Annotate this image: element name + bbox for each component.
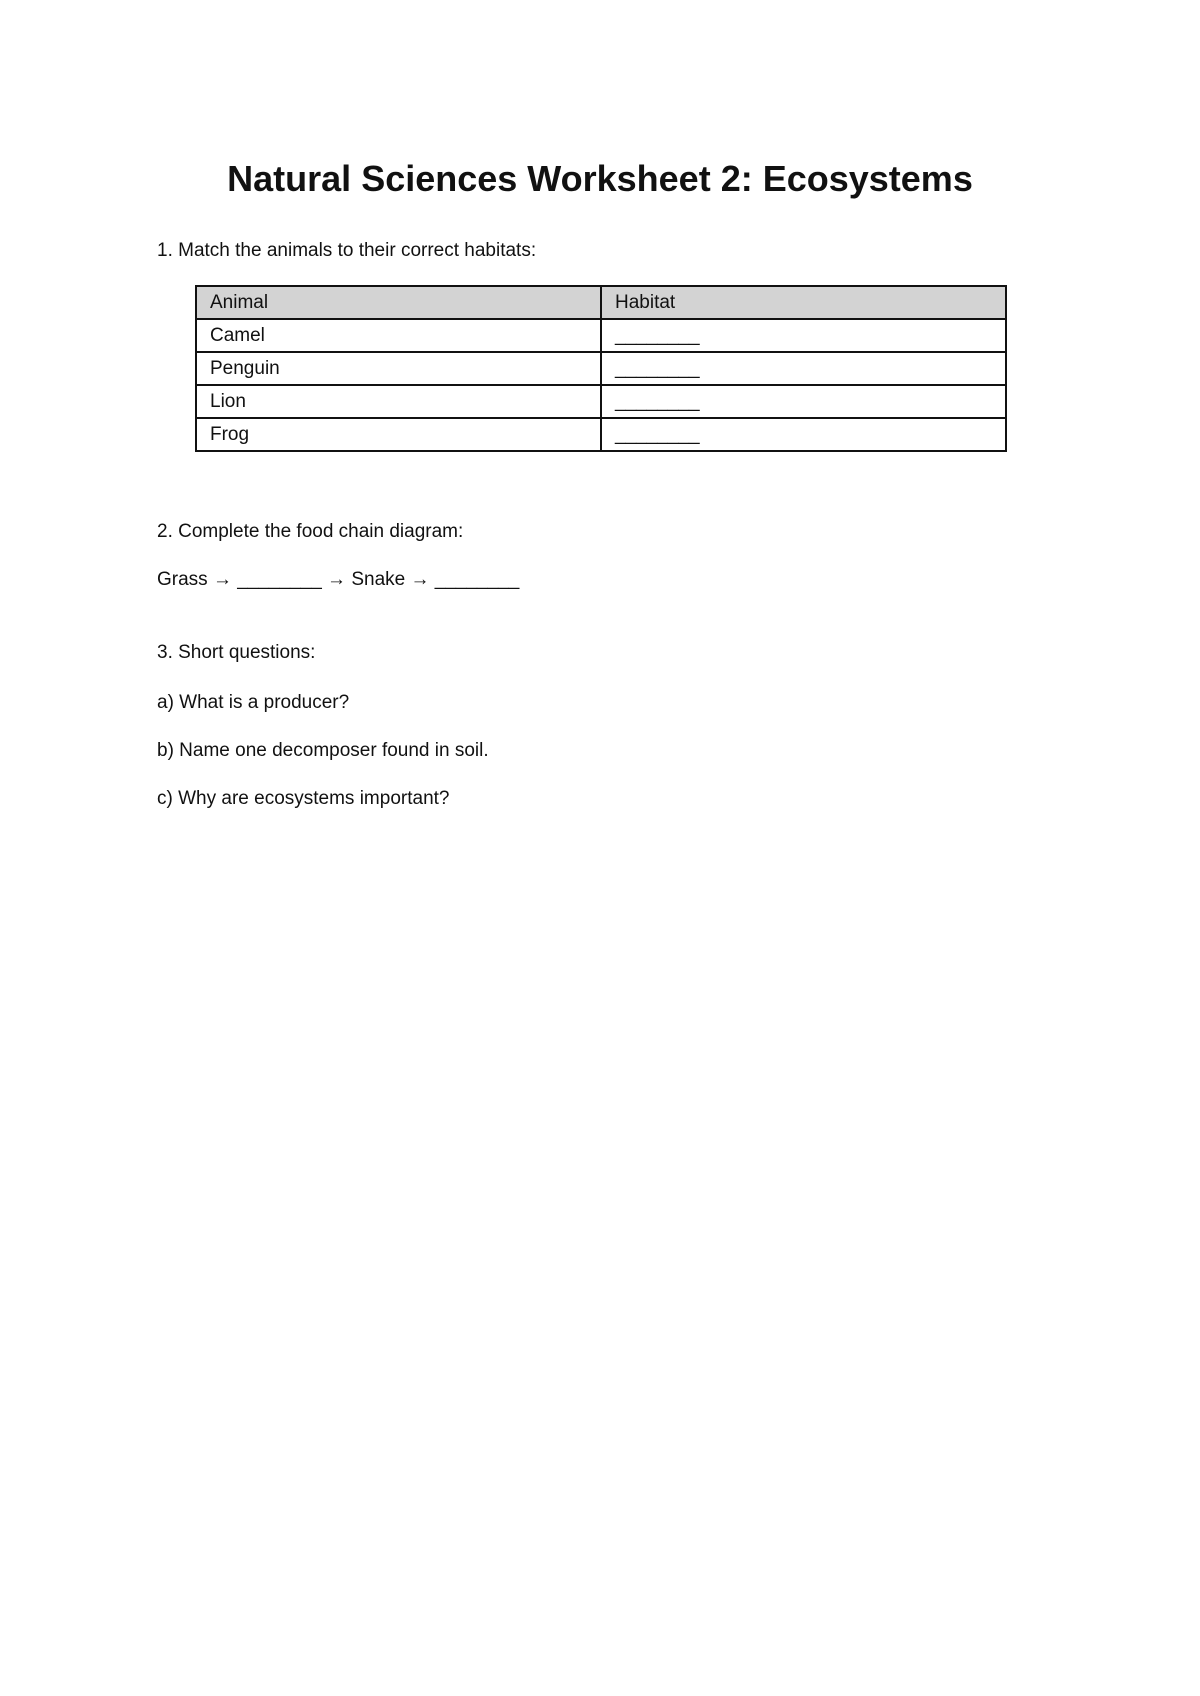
section2-heading: 2. Complete the food chain diagram:: [157, 521, 464, 542]
table-row: [196, 418, 1006, 451]
section1-heading: 1. Match the animals to their correct habitats:: [157, 240, 537, 261]
table-header-row: [196, 286, 1006, 319]
question-b: b) Name one decomposer found in soil.: [157, 740, 489, 761]
column-header-habitat: Habitat: [601, 286, 1006, 319]
habitat-blank: ________: [601, 352, 1006, 385]
section3-heading: 3. Short questions:: [157, 642, 316, 663]
habitat-blank: ________: [601, 418, 1006, 451]
habitat-blank: ________: [601, 385, 1006, 418]
table-row: [196, 319, 1006, 352]
animal-cell: Camel: [196, 319, 601, 352]
question-c: c) Why are ecosystems important?: [157, 788, 450, 809]
animal-cell: Penguin: [196, 352, 601, 385]
animal-cell: Frog: [196, 418, 601, 451]
table-row: [196, 352, 1006, 385]
table-row: [196, 385, 1006, 418]
question-a: a) What is a producer?: [157, 692, 350, 713]
column-header-animal: Animal: [196, 286, 601, 319]
page-title: Natural Sciences Worksheet 2: Ecosystems: [227, 158, 973, 199]
food-chain-line: Grass → ________ → Snake → ________: [157, 569, 520, 590]
animal-cell: Lion: [196, 385, 601, 418]
habitat-table: [195, 285, 1007, 452]
habitat-blank: ________: [601, 319, 1006, 352]
